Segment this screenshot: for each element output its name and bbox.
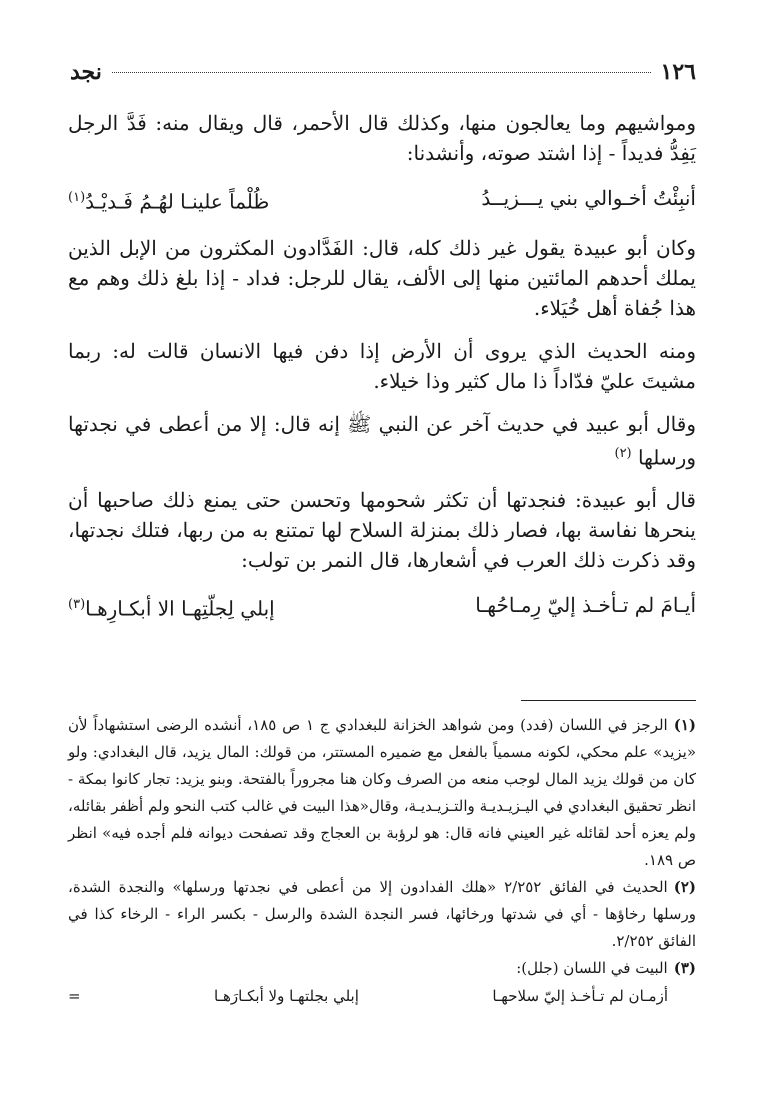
footnote-number: (٢) <box>673 878 696 896</box>
paragraph <box>68 409 696 473</box>
verse-line <box>68 588 696 626</box>
footnote-text: البيت في اللسان (جلل): <box>516 959 668 977</box>
footnotes <box>68 712 696 1010</box>
paragraph-text: وقال أبو عبيد في حديث آخر عن النبي ﷺ إنه قال: إلا من أعطى في نجدتها ورسلها <box>68 411 696 470</box>
verse-first-hemistich: أزمـان لم تـأخـذ إليّ سلاحهـا <box>492 987 668 1005</box>
footnote <box>68 712 696 874</box>
footnote-separator <box>521 700 696 701</box>
footnote-ref[interactable]: (٢) <box>614 445 632 461</box>
footnote-verse <box>68 982 696 1010</box>
footnote <box>68 874 696 955</box>
footnote <box>68 955 696 982</box>
verse-second-hemistich <box>68 588 275 626</box>
footnote-text: الحديث في الفائق ٢/٢٥٢ «هلك الفدادون إلا من أعطى في نجدتها ورسلها» والنجدة الشدة، ورسلها رخاؤها - أي في شدتها ورخائها، فسر النجدة الشدة والرسل - بكسر الراء - الرخاء كذا في الفائق ٢/٢٥٢. <box>68 878 696 950</box>
footnote-ref[interactable]: (٣) <box>68 597 86 613</box>
verse-line <box>68 181 696 219</box>
main-text <box>68 108 696 640</box>
verse-first-hemistich: أنبِئْتُ أخـوالي بني يـــزيــدُ <box>481 186 696 210</box>
page-number: ١٢٦ <box>660 59 696 85</box>
running-header <box>70 56 696 88</box>
verse-second-text: ظُلْماً علينـا لهُـمُ فَـديْـدُ <box>85 189 270 214</box>
continuation-mark: = <box>68 987 81 1005</box>
verse-second-hemistich <box>68 181 269 219</box>
header-rule <box>112 72 651 73</box>
footnote-ref[interactable]: (١) <box>68 190 86 205</box>
footnote-number: (٣) <box>673 959 696 977</box>
paragraph: ومواشيهم وما يعالجون منها، وكذلك قال الأحمر، قال ويقال منه: فَدَّ الرجل يَفِدُّ فديداً - إذا اشتد صوته، وأنشدنا: <box>68 111 696 165</box>
verse-second-hemistich: إبلي بجلتهـا ولا أبكـارَهـا <box>214 987 359 1005</box>
footnote-number: (١) <box>673 716 696 734</box>
footnote-text: الرجز في اللسان (فدد) ومن شواهد الخزانة للبغدادي ج ١ ص ١٨٥، أنشده الرضى استشهاداً لأن «يزيد» علم محكي، لكونه مسمياً بالفعل مع ضميره المستتر، من قولك: المال يزيد، قال البغدادي: ولو كان من قولك يزيد المال لوجب منعه من الصرف وكان هنا مجروراً بالفتحة. وبنو يزيد: تجار كانوا بمكة - انظر تحقيق البغدادي في اليـزيـديـة والتـزيـديـة، وقال«هذا البيت في غالب كتب النحو ولم أظفر بقائله، ولم يعزه أحد لقائله غير العيني فانه قال: هو لرؤبة بن العجاج وقد تصفحت ديوانه فلم أجده فيه» انظر ص ١٨٩. <box>68 716 696 869</box>
verse-first-hemistich: أيـامَ لم تـأخـذ إليّ رِمـاحُهـا <box>475 593 696 618</box>
paragraph: وكان أبو عبيدة يقول غير ذلك كله، قال: الفَدَّادون المكثرون من الإبل الذين يملك أحدهم المائتين منها إلى الألف، يقال للرجل: فداد - إذا بلغ ذلك وهم مع هذا جُفاة أهل خُيَلاء. <box>68 235 696 320</box>
paragraph: قال أبو عبيدة: فنجدتها أن تكثر شحومها وتحسن حتى يمنع ذلك صاحبها أن ينحرها نفاسة بها، فصار ذلك بمنزلة السلاح لها تمتنع به من ربها، فتلك نجدتها، وقد ذكرت ذلك العرب في أشعارها، قال النمر بن تولب: <box>68 488 696 573</box>
running-title: نجد <box>70 59 102 85</box>
verse-second-text: إبلي لِجلّتِهـا الا أبكـارِهـا <box>85 596 275 621</box>
paragraph: ومنه الحديث الذي يروى أن الأرض إذا دفن فيها الانسان قالت له: ربما مشيتَ عليّ فدّاداً ذا مال كثير وذا خيلاء. <box>68 338 696 393</box>
